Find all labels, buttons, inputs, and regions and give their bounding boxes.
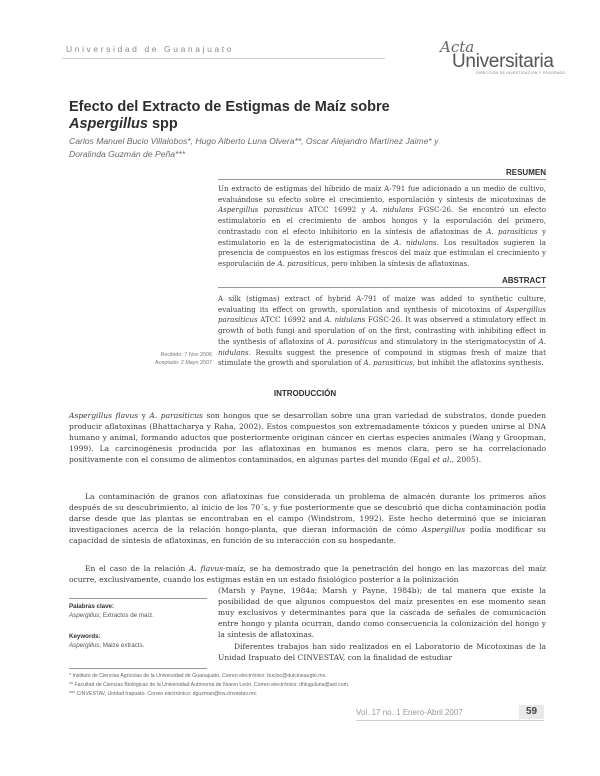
intro-p2-seg: podía modificar su capacidad de síntesis de aflatoxinas, en función de su interacción con su hospedante.	[69, 525, 546, 545]
intro-paragraph-3-start	[69, 563, 546, 585]
footnote: *** CINVESTAV, Unidad Irapuato. Correo electrónico: dguzman@ira.cinvestav.mx.	[69, 691, 258, 697]
resumen-seg: . Los resultados sugieren la presencia de compuestos en los estigmas frescos del maíz que estimulan el crecimiento y esporulación de	[218, 237, 546, 268]
keywords-es-values	[69, 611, 209, 620]
intro-p1-seg: Aspergillus flavus	[69, 411, 139, 420]
authors-line-2: Doralinda Guzmán de Peña***	[69, 149, 186, 159]
intro-p1-seg: son hongos que se desarrollan sobre una gran variedad de substratos, donde pueden producir aflatoxinas (Bhattacharya y Raha, 2002). Estos compuestos son extremadamente tóxicos y pueden unirse al DNA humano y animal, formando aductos que posteriormente originan cáncer en ciertas especies animales (Wang y Groopman, 1999). La carcinogénesis producida por las aflatoxinas en humanos es menos clara, pero se ha correlacionado positivamente con el consumo de alimentos contaminados, en algunas partes del mundo (Egal	[69, 411, 546, 464]
footnotes-divider	[69, 668, 207, 669]
logo-acta-text: Acta	[440, 38, 475, 56]
authors-line-1: Carlos Manuel Bucio Villalobos*, Hugo Alberto Luna Olvera**, Oscar Alejandro Martínez Jaime* y	[69, 136, 439, 146]
footer-divider	[356, 720, 544, 721]
abstract-seg: , but inhibit the aflatoxins synthesis.	[412, 358, 544, 368]
title-genus: Aspergillus	[69, 116, 148, 132]
article-title	[69, 99, 489, 133]
intro-p2-seg: Aspergillus	[422, 525, 466, 534]
title-line-1: Efecto del Extracto de Estigmas de Maíz sobre	[69, 99, 390, 115]
title-line-2	[69, 116, 489, 133]
intro-p1-seg: y	[138, 411, 150, 420]
intro-p3-seg: A. flavus	[188, 564, 224, 573]
abstract-seg: . Results suggest the presence of compound in stigmas fresh of maize that stimulate the growth and sporulation of	[218, 347, 546, 368]
footnote: * Instituto de Ciencias Agrícolas de la Universidad de Guanajuato. Correo electrónico: bucioc@dulcineaugto.mx.	[69, 673, 327, 679]
abstract-seg: ATCC 16992 and	[257, 315, 325, 325]
intro-paragraph-2	[69, 491, 546, 546]
introduction-heading: INTRODUCCIÓN	[273, 389, 337, 398]
received-date: Recibido: 7 Nov 2006	[160, 352, 212, 358]
intro-p3-seg: -maíz, se ha demostrado que la penetración del hongo en las mazorcas del maíz ocurre, exclusivamente, cuando los estigmas están en un estado fisiológico posterior a la polinización	[69, 564, 547, 584]
resumen-seg: A. nidulans	[370, 205, 414, 215]
abstract-seg: A silk (stigmas) extract of hybrid A-791 of maize was added to synthetic culture, evaluating its effect on growth, sporulation and synthesis of micotoxins of	[218, 294, 546, 314]
abstract-text	[218, 294, 546, 369]
keywords-es	[69, 602, 209, 620]
keywords-en	[69, 632, 209, 650]
accepted-date: Aceptado: 2 Mayo 2007	[155, 360, 212, 366]
abstract-seg: Aspergillus parasiticus	[218, 304, 546, 325]
header-divider	[62, 58, 385, 59]
keyword-genus: Aspergillus	[69, 612, 100, 619]
abstract-seg: FGSC-26. It was observed a stimulatory effect in growth of both fungi and sporulation of on the first, contrasting with inhibiting effect in the synthesis of aflatoxins of	[218, 315, 547, 346]
intro-paragraph-1	[69, 410, 546, 465]
intro-p2-seg: La contaminación de granos con aflatoxinas fue considerada un problema de almacén durante los primeros años después de su descubrimiento, al inicio de los 70´s, y fue posteriormente que se descubrió que dicha contaminación podía darse desde que las plantas se encontraban en el campo (Windstrom, 1992). Este hecho determinó que se iniciaran investigaciones acerca de la relación hongo-planta, que dieran información de cómo	[69, 492, 546, 534]
logo-subtitle: DIRECCIÓN DE INVESTIGACIÓN Y POSGRADO	[476, 71, 566, 75]
keywords-divider	[69, 598, 207, 599]
intro-paragraph-4: Diferentes trabajos han sido realizados en el Laboratorio de Micotoxinas de la Unidad Irapuato del CINVESTAV, con la finalidad de estudiar	[218, 642, 546, 662]
page-number: 59	[519, 705, 544, 719]
resumen-seg: A. parasiticus	[277, 258, 327, 268]
resumen-divider	[218, 179, 546, 180]
resumen-text	[218, 184, 546, 270]
intro-paragraph-3-cont: (Marsh y Payne, 1984a; Marsh y Payne, 1984b); de tal manera que existe la posibilidad de que algunos compuestos del maíz presentes en ese momento sean muy exclusivos y determinantes para que la cascada de señales de comunicación entre hongo y planta ocurran, dando como consecuencia la colonización del hongo y la síntesis de aflatoxinas.	[218, 586, 546, 639]
title-spp: spp	[147, 116, 178, 132]
abstract-seg: A. parasiticus	[363, 358, 413, 368]
footnote: ** Facultad de Ciencias Biológicas de la Universidad Autónoma de Nuevo León. Correo electrónico: dhluguluna@aol.com.	[69, 682, 350, 688]
keywords-en-values	[69, 641, 209, 650]
intro-p1-seg: et al.	[432, 455, 452, 464]
resumen-seg: ATCC 16992 y	[303, 205, 371, 215]
resumen-seg: Aspergillus parasiticus	[218, 205, 304, 215]
abstract-seg: and stimulatory in the sterigmatocystin of	[377, 336, 539, 346]
resumen-seg: , pero inhiben la síntesis de aflatoxinas.	[326, 258, 470, 268]
intro-p1-seg: A. parasiticus	[149, 411, 203, 420]
abstract-seg: A. nidulans	[218, 336, 547, 357]
resumen-seg: A. nidulans	[393, 237, 437, 247]
intro-p3-seg: En el caso de la relación	[85, 564, 189, 573]
journal-university: Universidad de Guanajuato	[66, 44, 235, 54]
resumen-seg: FGSC-26. Se encontró un efecto estimulatorio en el crecimiento de ambos hongos y la esporulación del primero, contrastado con el efecto inhibitorio en la síntesis de aflatoxinas de	[218, 205, 547, 236]
abstract-heading: ABSTRACT	[502, 276, 546, 285]
keyword-genus: Aspergillus	[69, 642, 100, 649]
intro-p1-seg: , 2005).	[451, 455, 482, 464]
keywords-en-label: Keywords:	[69, 633, 101, 640]
resumen-seg: A. parasiticus	[486, 226, 538, 236]
abstract-divider	[218, 287, 546, 288]
abstract-seg: A. nidulans	[324, 315, 366, 325]
issue-info: Vol. 17 no. 1 Enero-Abril 2007	[356, 708, 463, 717]
resumen-heading: RESUMEN	[505, 168, 546, 177]
resumen-seg: Un extracto de estigmas del híbrido de maíz A-791 fue adicionado a un medio de cultivo, evaluándose su efecto sobre el crecimiento, esporulación y síntesis de micotoxinas de	[218, 184, 546, 204]
keywords-es-label: Palabras clave:	[69, 603, 115, 610]
keyword-rest: ; Extractos de maíz.	[99, 612, 154, 619]
abstract-seg: A. parasiticus	[326, 336, 378, 346]
keyword-rest: ; Maize extracts.	[99, 642, 145, 649]
logo-universitaria-text: Universitaria	[452, 51, 554, 72]
resumen-seg: y estimulatorio en la de esterigmatocistina de	[218, 226, 547, 247]
footnotes	[69, 672, 469, 699]
authors	[69, 135, 469, 161]
